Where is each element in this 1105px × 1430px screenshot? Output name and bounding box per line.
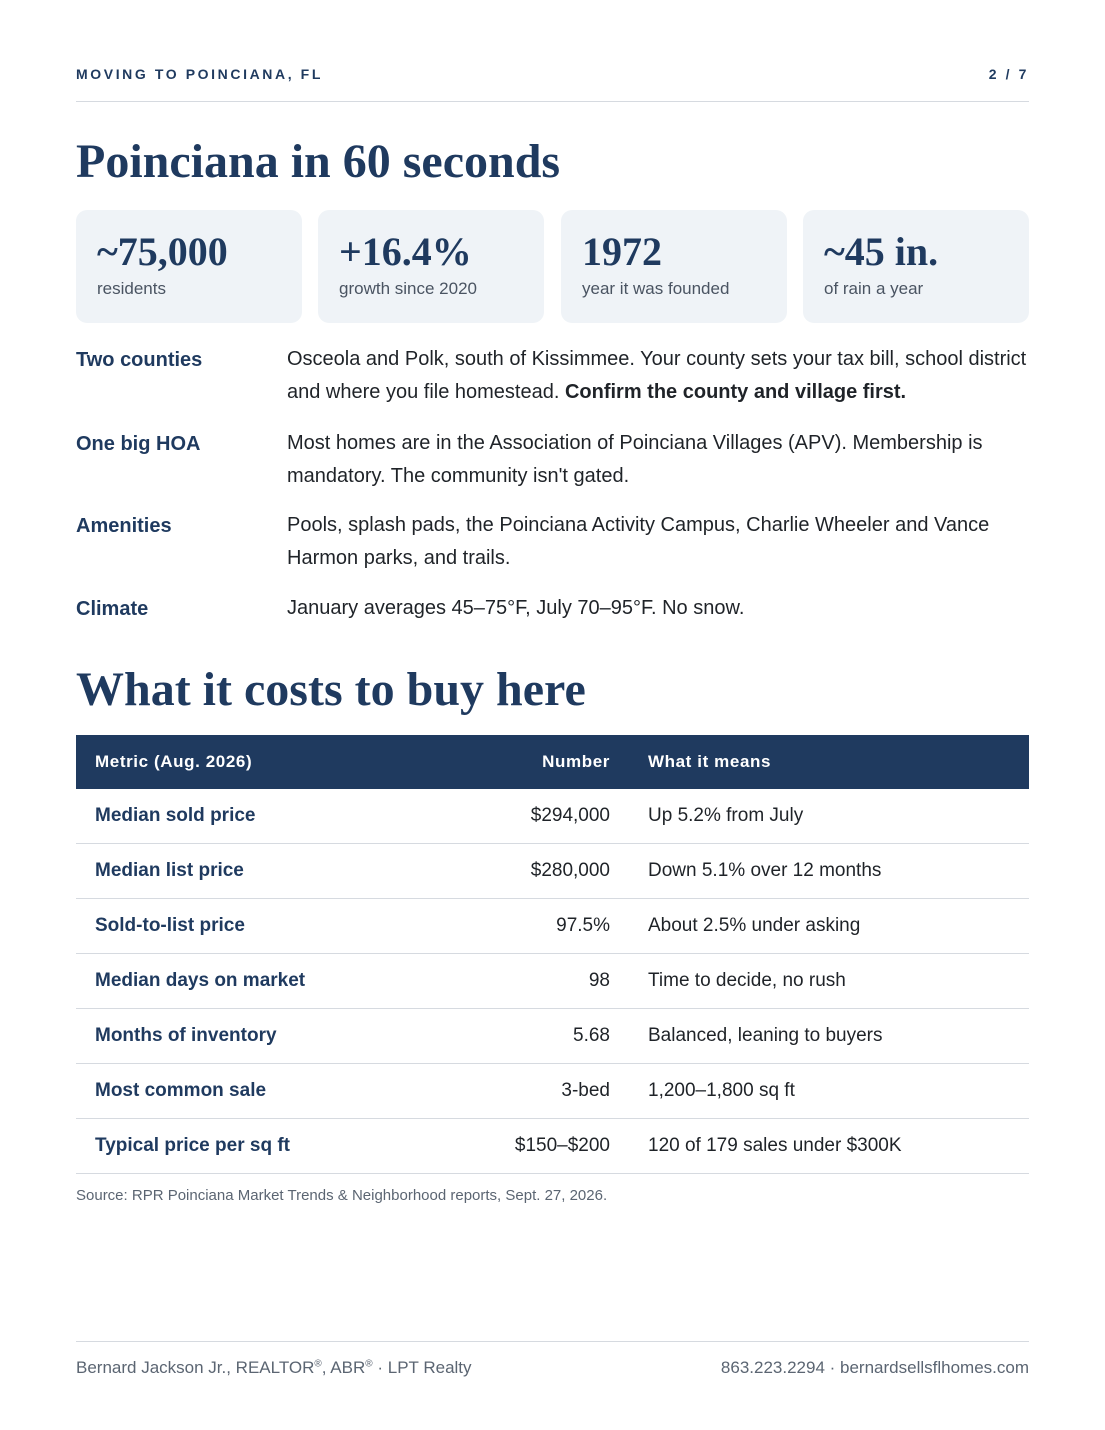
stat-value: +16.4% [339,229,472,274]
stat-label: year it was founded [582,279,730,298]
registered-mark: ® [365,1358,373,1370]
stat-value: ~75,000 [97,229,228,274]
fact-text: Osceola and Polk, south of Kissimmee. Your county sets your tax bill, school district and where you file homestead. [287,348,1027,403]
footer-divider [76,1341,1029,1342]
table-row [76,789,1029,844]
number-cell: 5.68 [573,1025,610,1046]
number-cell: $280,000 [530,860,610,881]
metric-cell: Median sold price [95,805,256,826]
metric-cell: Typical price per sq ft [95,1135,290,1156]
meaning-cell: Up 5.2% from July [648,805,804,826]
section-title-costs: What it costs to buy here [76,663,586,716]
table-header [76,735,1029,789]
column-header-metric: Metric (Aug. 2026) [95,752,253,771]
number-cell: 3-bed [561,1080,610,1101]
meaning-cell: Time to decide, no rush [648,970,846,991]
stat-label: of rain a year [824,279,924,298]
meaning-cell: About 2.5% under asking [648,915,861,936]
table-row [76,954,1029,1009]
stat-card-rainfall [803,210,1029,323]
fact-description: January averages 45–75°F, July 70–95°F. No snow. [287,597,745,619]
metric-cell: Sold-to-list price [95,915,245,936]
meaning-cell: 1,200–1,800 sq ft [648,1080,795,1101]
meaning-cell: Balanced, leaning to buyers [648,1025,883,1046]
section-title-overview: Poinciana in 60 seconds [76,135,561,188]
table-row [76,899,1029,954]
fact-emphasis: Confirm the county and village first. [564,381,907,403]
registered-mark: ® [314,1358,322,1370]
header-divider [76,101,1029,102]
meaning-cell: Down 5.1% over 12 months [648,860,882,881]
stat-card-founded [561,210,787,323]
fact-term: Two counties [76,349,203,371]
fact-description: Pools, splash pads, the Poinciana Activity Campus, Charlie Wheeler and Vance Harmon parks, and trails. [287,514,990,569]
brokerage: · LPT Realty [372,1358,472,1377]
page [76,0,1029,1430]
running-head [76,66,1029,84]
number-cell: $294,000 [530,805,610,826]
fact-term: One big HOA [76,433,201,455]
source-note: Source: RPR Poinciana Market Trends & Neighborhood reports, Sept. 27, 2026. [76,1187,608,1204]
table-row [76,1009,1029,1064]
contact-info: 863.223.2294 · bernardsellsflhomes.com [720,1358,1029,1377]
agent-designation: , ABR [321,1358,366,1377]
number-cell: $150–$200 [514,1135,610,1156]
stat-card-residents [76,210,302,323]
agent-name: Bernard Jackson Jr., REALTOR [76,1358,315,1377]
metric-cell: Median list price [95,860,244,881]
page-indicator: 2 / 7 [988,66,1029,82]
fact-description: Most homes are in the Association of Poinciana Villages (APV). Membership is mandatory. The community isn't gated. [287,432,983,487]
stat-label: growth since 2020 [339,279,477,298]
fact-description [287,343,1029,409]
number-cell: 97.5% [556,915,610,936]
number-cell: 98 [588,970,610,991]
stat-value: ~45 in. [824,229,939,274]
fact-term: Amenities [76,515,172,537]
meaning-cell: 120 of 179 sales under $300K [648,1135,902,1156]
fact-term: Climate [76,598,149,620]
stat-label: residents [97,279,166,298]
table-row [76,844,1029,899]
metric-cell: Most common sale [95,1080,267,1101]
column-header-meaning: What it means [648,752,772,771]
table-row [76,1119,1029,1174]
stat-cards [76,210,1029,323]
column-header-number: Number [542,752,610,771]
stat-card-growth [318,210,544,323]
metric-cell: Median days on market [95,970,306,991]
agent-credit [76,1358,472,1378]
stat-value: 1972 [582,229,662,274]
running-title: MOVING TO POINCIANA, FL [76,66,323,82]
metric-cell: Months of inventory [95,1025,277,1046]
table-row [76,1064,1029,1119]
